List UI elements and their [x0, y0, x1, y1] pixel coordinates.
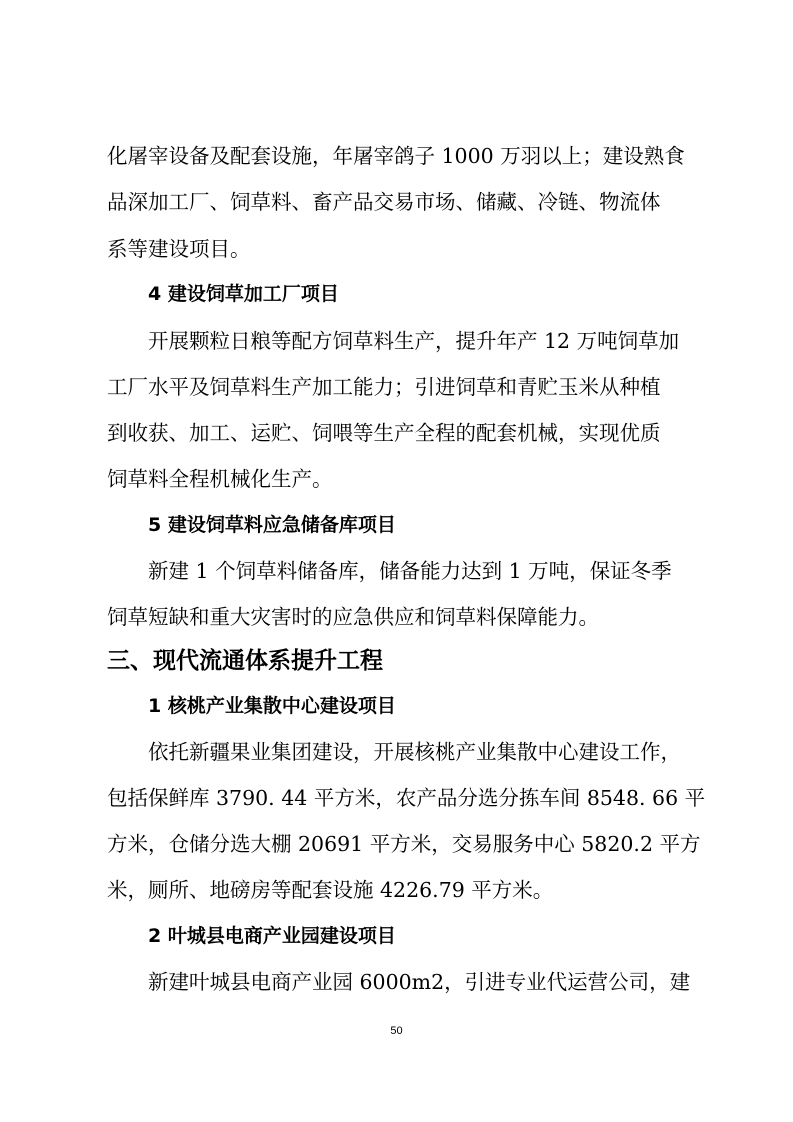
- paragraph-line: 系等建设项目。: [107, 237, 251, 261]
- subheading-5: 5 建设饲草料应急储备库项目: [148, 514, 396, 536]
- subheading-4: 4 建设饲草加工厂项目: [148, 283, 339, 305]
- page-number: 50: [390, 1025, 403, 1037]
- paragraph-line: 品深加工厂、饲草料、畜产品交易市场、储藏、冷链、物流体: [107, 190, 661, 214]
- paragraph-line: 工厂水平及饲草料生产加工能力；引进饲草和青贮玉米从种植: [107, 375, 661, 399]
- subheading-3-2: 2 叶城县电商产业园建设项目: [148, 925, 396, 947]
- paragraph-line: 米，厕所、地磅房等配套设施 4226.79 平方米。: [107, 878, 554, 902]
- paragraph-line: 到收获、加工、运贮、饲喂等生产全程的配套机械，实现优质: [107, 421, 661, 445]
- paragraph-line: 包括保鲜库 3790. 44 平方米，农产品分选分拣车间 8548. 66 平: [107, 786, 706, 810]
- paragraph-line: 方米，仓储分选大棚 20691 平方米，交易服务中心 5820.2 平方: [107, 832, 701, 856]
- paragraph-line: 饲草短缺和重大灾害时的应急供应和饲草料保障能力。: [107, 605, 599, 629]
- subheading-3-1: 1 核桃产业集散中心建设项目: [148, 695, 396, 717]
- paragraph-line: 化屠宰设备及配套设施，年屠宰鸽子 1000 万羽以上；建设熟食: [107, 144, 685, 168]
- section-heading-3: 三、现代流通体系提升工程: [107, 648, 383, 674]
- paragraph-line: 饲草料全程机械化生产。: [107, 467, 333, 491]
- paragraph-line: 新建叶城县电商产业园 6000m2，引进专业代运营公司，建: [148, 970, 691, 994]
- paragraph-line: 开展颗粒日粮等配方饲草料生产，提升年产 12 万吨饲草加: [148, 329, 680, 353]
- paragraph-line: 新建 1 个饲草料储备库，储备能力达到 1 万吨，保证冬季: [148, 559, 672, 583]
- paragraph-line: 依托新疆果业集团建设，开展核桃产业集散中心建设工作，: [148, 740, 681, 764]
